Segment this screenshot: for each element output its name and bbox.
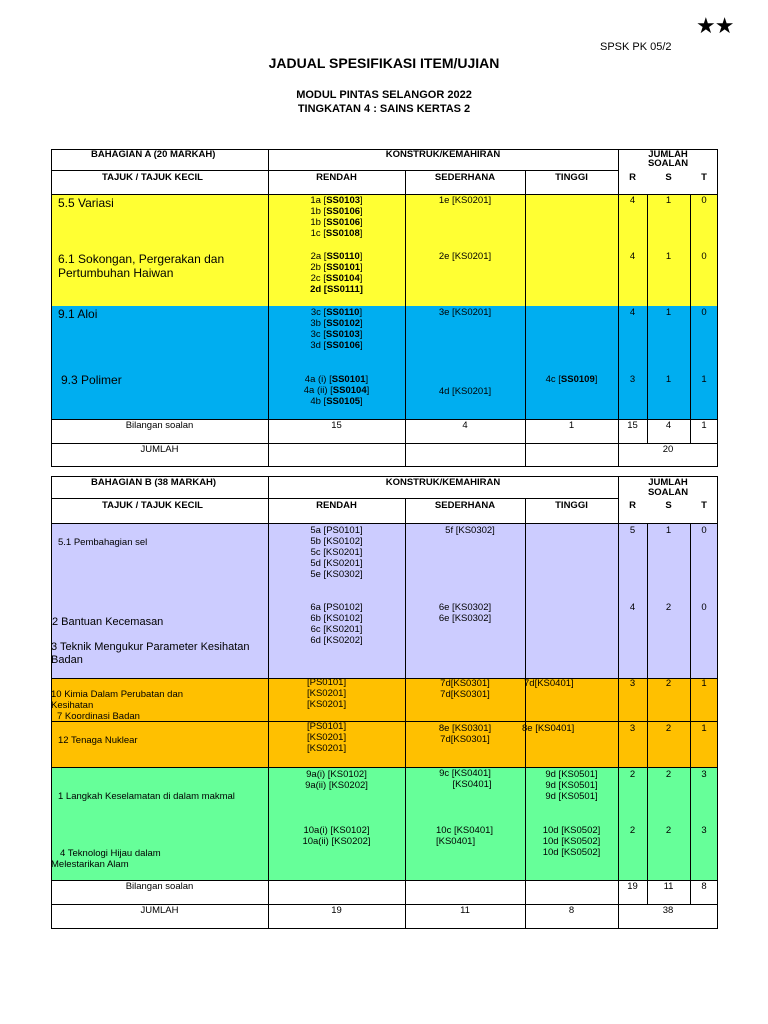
s-value: 1 — [665, 307, 672, 318]
jumlah-tinggi-b: 8 — [568, 905, 575, 916]
topic-5-5-variasi: 5.5 Variasi — [58, 196, 114, 210]
rendah-cell: 9a(i) [KS0102] 9a(ii) [KS0202] — [305, 769, 368, 791]
item-code: 3c [SS0103] — [310, 329, 363, 340]
r-value: 3 — [629, 374, 636, 385]
sederhana-header-a: SEDERHANA — [434, 172, 496, 183]
sederhana-cell: 2e [KS0201] — [438, 251, 492, 262]
page-title: JADUAL SPESIFIKASI ITEM/UJIAN — [268, 55, 500, 71]
topic-2-bantuan-kecemasan: 2 Bantuan Kecemasan — [52, 616, 164, 628]
t-value: 0 — [701, 195, 707, 206]
bilangan-s-a: 4 — [665, 420, 672, 431]
topic-header-b: TAJUK / TAJUK KECIL — [102, 500, 203, 511]
item-code: 4a (i) [SS0101] — [304, 374, 369, 385]
s-value: 2 — [665, 678, 672, 689]
bilangan-tinggi-a: 1 — [568, 420, 575, 431]
s-value: 2 — [665, 825, 672, 836]
r-value: 2 — [629, 769, 636, 780]
soalan-header-b: SOALAN — [647, 487, 689, 498]
topic-3-teknik-mengukur: 3 Teknik Mengukur Parameter Kesihatan Badan — [51, 641, 250, 666]
rendah-header-a: RENDAH — [316, 172, 357, 183]
tinggi-header-a: TINGGI — [555, 172, 588, 183]
jumlah-total-a: 20 — [662, 444, 674, 455]
t-value: 1 — [701, 678, 707, 689]
item-code: 2c [SS0104] — [310, 273, 363, 284]
s-header-b: S — [665, 500, 672, 511]
sederhana-cell: 6e [KS0302] 6e [KS0302] — [438, 602, 492, 624]
bilangan-sederhana-a: 4 — [462, 420, 468, 431]
bilangan-r-a: 15 — [627, 420, 638, 431]
sederhana-cell: 5f [KS0302] — [445, 525, 495, 536]
item-code: 2b [SS0101] — [310, 262, 363, 273]
jumlah-sederhana-b: 11 — [460, 905, 470, 916]
t-value: 3 — [701, 825, 707, 836]
tinggi-cell: 4c [SS0109] — [545, 374, 598, 385]
sederhana-header-b: SEDERHANA — [434, 500, 496, 511]
konstruk-header-a: KONSTRUK/KEMAHIRAN — [385, 149, 501, 160]
r-value: 2 — [629, 825, 636, 836]
s-value: 2 — [665, 769, 672, 780]
rendah-cell — [268, 251, 405, 295]
rating-stars: ★★ — [696, 14, 734, 39]
r-header-b: R — [629, 500, 636, 511]
r-value: 4 — [629, 307, 636, 318]
r-value: 3 — [629, 723, 636, 734]
item-code: 1b [SS0106] — [310, 206, 363, 217]
soalan-header-a: SOALAN — [647, 158, 689, 169]
tinggi-cell: 8e [KS0401] — [522, 723, 575, 734]
r-value: 3 — [629, 678, 636, 689]
s-value: 1 — [665, 195, 672, 206]
bilangan-label-b: Bilangan soalan — [125, 881, 194, 892]
item-code: 3d [SS0106] — [310, 340, 363, 351]
konstruk-header-b: KONSTRUK/KEMAHIRAN — [385, 477, 501, 488]
t-value: 3 — [701, 769, 707, 780]
topic-12-tenaga-nuklear: 12 Tenaga Nuklear — [58, 735, 138, 746]
r-value: 4 — [629, 195, 636, 206]
s-value: 2 — [665, 602, 672, 613]
item-code: 1b [SS0106] — [310, 217, 363, 228]
t-header-a: T — [701, 172, 707, 183]
item-code: 1c [SS0108] — [310, 228, 363, 239]
jumlah-total-b: 38 — [662, 905, 674, 916]
section-label-a: BAHAGIAN A (20 MARKAH) — [91, 149, 216, 160]
rendah-cell — [268, 374, 405, 407]
topic-6-1-sokongan: 6.1 Sokongan, Pergerakan dan Pertumbuhan Haiwan — [58, 252, 225, 280]
item-code: 4b [SS0105] — [310, 396, 363, 407]
topic-header-a: TAJUK / TAJUK KECIL — [102, 172, 203, 183]
tinggi-cell: 10d [KS0502] 10d [KS0502] 10d [KS0502] — [542, 825, 601, 858]
jumlah-header-b: JUMLAH — [648, 477, 688, 488]
s-value: 1 — [665, 251, 672, 262]
bilangan-t-a: 1 — [701, 420, 707, 431]
rendah-cell — [268, 307, 405, 351]
jumlah-header-a: JUMLAH — [648, 149, 688, 160]
module-title: MODUL PINTAS SELANGOR 2022 — [296, 89, 472, 101]
r-header-a: R — [629, 172, 636, 183]
item-code: 2d [SS0111] — [310, 284, 363, 295]
rendah-cell: 6a [PS0102] 6b [KS0102] 6c [KS0201] 6d [KS0202] — [310, 602, 363, 646]
sederhana-cell: 10c [KS0401] [KS0401] — [436, 825, 494, 847]
t-value: 0 — [701, 307, 707, 318]
topic-9-3-polimer: 9.3 Polimer — [61, 373, 122, 387]
rendah-cell — [268, 195, 405, 239]
topic-4-teknologi-hijau: 4 Teknologi Hijau dalam Melestarikan Alam — [51, 848, 161, 870]
bilangan-rendah-a: 15 — [331, 420, 342, 431]
tinggi-cell: 7d[KS0401] — [524, 678, 574, 689]
s-value: 1 — [665, 374, 672, 385]
item-code: 2a [SS0110] — [310, 251, 363, 262]
t-value: 0 — [701, 251, 707, 262]
s-value: 1 — [665, 525, 672, 536]
item-code: 4a (ii) [SS0104] — [303, 385, 370, 396]
document-reference: SPSK PK 05/2 — [600, 41, 672, 53]
t-header-b: T — [701, 500, 707, 511]
topic-1-langkah-keselamatan: 1 Langkah Keselamatan di dalam makmal — [58, 791, 235, 802]
s-value: 2 — [665, 723, 672, 734]
rendah-cell: 5a [PS0101] 5b [KS0102] 5c [KS0201] 5d [KS0201] 5e [KS0302] — [310, 525, 363, 580]
r-value: 4 — [629, 251, 636, 262]
sederhana-cell: 3e [KS0201] — [438, 307, 492, 318]
rendah-cell: [PS0101] [KS0201] [KS0201] — [307, 721, 347, 754]
form-paper-title: TINGKATAN 4 : SAINS KERTAS 2 — [297, 103, 471, 115]
bilangan-s-b: 11 — [663, 881, 674, 892]
topic-5-1-pembahagian-sel: 5.1 Pembahagian sel — [58, 537, 148, 548]
jumlah-label-b: JUMLAH — [140, 905, 179, 916]
rendah-cell: [PS0101] [KS0201] [KS0201] — [307, 677, 347, 710]
tinggi-header-b: TINGGI — [555, 500, 588, 511]
t-value: 0 — [701, 525, 707, 536]
r-value: 4 — [629, 602, 636, 613]
sederhana-cell: 7d[KS0301] 7d[KS0301] — [440, 678, 490, 700]
rendah-header-b: RENDAH — [316, 500, 357, 511]
bilangan-r-b: 19 — [627, 881, 638, 892]
r-value: 5 — [629, 525, 636, 536]
section-label-b: BAHAGIAN B (38 MARKAH) — [91, 477, 217, 488]
bilangan-t-b: 8 — [701, 881, 707, 892]
s-header-a: S — [665, 172, 672, 183]
t-value: 1 — [701, 723, 707, 734]
item-code: 3c [SS0110] — [310, 307, 363, 318]
t-value: 1 — [701, 374, 707, 385]
rendah-cell: 10a(i) [KS0102] 10a(ii) [KS0202] — [302, 825, 371, 847]
topic-9-1-aloi: 9.1 Aloi — [58, 307, 98, 321]
topic-10-kimia-perubatan: 10 Kimia Dalam Perubatan dan Kesihatan 7 Koordinasi Badan — [51, 689, 184, 722]
sederhana-cell: 8e [KS0301] 7d[KS0301] — [438, 723, 492, 745]
t-value: 0 — [701, 602, 707, 613]
bilangan-label-a: Bilangan soalan — [125, 420, 194, 431]
item-code: 1a [SS0103] — [310, 195, 363, 206]
tinggi-cell: 9d [KS0501] 9d [KS0501] 9d [KS0501] — [545, 769, 598, 802]
sederhana-cell: 9c [KS0401] [KS0401] — [439, 768, 492, 790]
item-code: 3b [SS0102] — [310, 318, 363, 329]
jumlah-rendah-b: 19 — [331, 905, 342, 916]
sederhana-cell: 4d [KS0201] — [438, 386, 492, 397]
sederhana-cell: 1e [KS0201] — [438, 195, 492, 206]
jumlah-label-a: JUMLAH — [140, 444, 179, 455]
